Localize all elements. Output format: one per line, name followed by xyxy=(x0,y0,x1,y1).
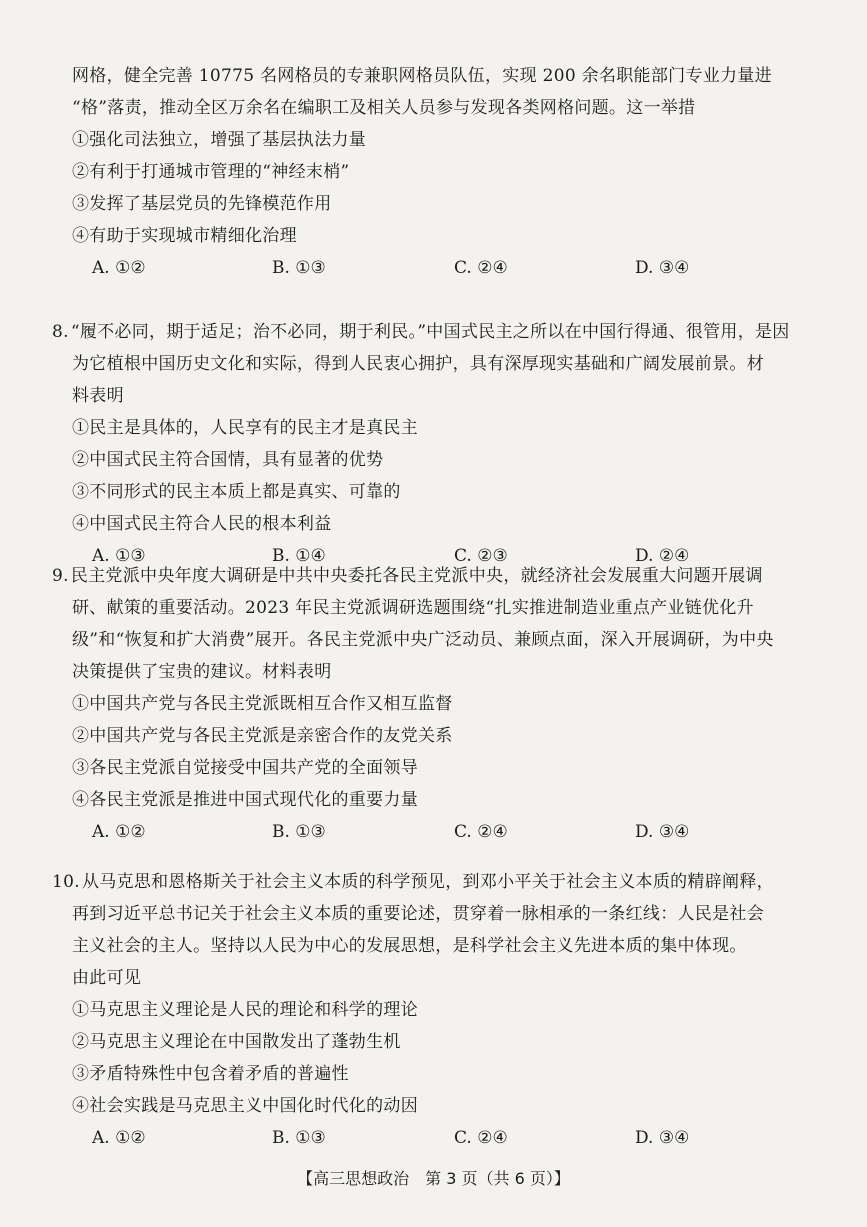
statement: ④中国式民主符合人民的根本利益 xyxy=(72,514,332,534)
option-d: D. ②④ xyxy=(635,546,690,566)
option-c: C. ②④ xyxy=(454,258,508,278)
option-c: C. ②④ xyxy=(454,822,508,842)
statement: ①中国共产党与各民主党派既相互合作又相互监督 xyxy=(72,694,453,714)
stem-line: “履不必同，期于适足；治不必同，期于利民。”中国式民主之所以在中国行得通、很管用，是因 xyxy=(70,322,790,342)
stem-line: 网格，健全完善 10775 名网格员的专兼职网格员队伍，实现 200 余名职能部门专业力量进 xyxy=(72,66,772,86)
option-a: A. ①② xyxy=(92,822,146,842)
question-stem xyxy=(52,316,812,348)
answer-options xyxy=(52,816,812,848)
stem-line: 料表明 xyxy=(72,386,124,406)
option-d: D. ③④ xyxy=(635,822,690,842)
stem-line: 决策提供了宝贵的建议。材料表明 xyxy=(72,662,332,682)
answer-options xyxy=(72,252,807,284)
question-stem xyxy=(52,866,812,898)
question-number: 10. xyxy=(52,872,80,892)
option-a: A. ①② xyxy=(92,1128,146,1148)
statement: ①马克思主义理论是人民的理论和科学的理论 xyxy=(72,1000,418,1020)
question-10 xyxy=(52,866,812,1154)
option-d: D. ③④ xyxy=(635,258,690,278)
option-b: B. ①③ xyxy=(272,822,326,842)
stem-line: 级”和“恢复和扩大消费”展开。各民主党派中央广泛动员、兼顾点面，深入开展调研，为中央 xyxy=(72,630,774,650)
question-number: 9. xyxy=(52,566,69,586)
question-7-continuation xyxy=(72,60,807,284)
option-d: D. ③④ xyxy=(635,1128,690,1148)
option-b: B. ①③ xyxy=(272,1128,326,1148)
question-8 xyxy=(52,316,812,572)
question-9 xyxy=(52,560,812,848)
stem-line: 为它植根中国历史文化和实际，得到人民衷心拥护，具有深厚现实基础和广阔发展前景。材 xyxy=(72,354,764,374)
option-a: A. ①② xyxy=(92,258,146,278)
stem-line: 主义社会的主人。坚持以人民为中心的发展思想，是科学社会主义先进本质的集中体现。 xyxy=(72,936,747,956)
statement: ②中国共产党与各民主党派是亲密合作的友党关系 xyxy=(72,726,453,746)
statement: ④各民主党派是推进中国式现代化的重要力量 xyxy=(72,790,418,810)
statement: ③各民主党派自觉接受中国共产党的全面领导 xyxy=(72,758,418,778)
statement: ①民主是具体的，人民享有的民主才是真民主 xyxy=(72,418,418,438)
statement: ②有利于打通城市管理的“神经末梢” xyxy=(72,162,350,182)
option-b: B. ①③ xyxy=(272,258,326,278)
option-c: C. ②③ xyxy=(454,546,508,566)
statement: ③不同形式的民主本质上都是真实、可靠的 xyxy=(72,482,401,502)
statement: ③矛盾特殊性中包含着矛盾的普遍性 xyxy=(72,1064,349,1084)
stem-line: 从马克思和恩格斯关于社会主义本质的科学预见，到邓小平关于社会主义本质的精辟阐释， xyxy=(81,872,774,892)
statement: ②马克思主义理论在中国散发出了蓬勃生机 xyxy=(72,1032,401,1052)
stem-line: 研、献策的重要活动。2023 年民主党派调研选题围绕“扎实推进制造业重点产业链优化升 xyxy=(72,598,754,618)
statement: ②中国式民主符合国情，具有显著的优势 xyxy=(72,450,384,470)
question-stem xyxy=(52,560,812,592)
answer-options xyxy=(52,1122,812,1154)
stem-line: “格”落责，推动全区万余名在编职工及相关人员参与发现各类网格问题。这一举措 xyxy=(72,98,696,118)
statement: ④社会实践是马克思主义中国化时代化的动因 xyxy=(72,1096,418,1116)
stem-line: 民主党派中央年度大调研是中共中央委托各民主党派中央，就经济社会发展重大问题开展调 xyxy=(70,566,763,586)
statement: ④有助于实现城市精细化治理 xyxy=(72,226,297,246)
question-number: 8. xyxy=(52,322,69,342)
option-b: B. ①④ xyxy=(272,546,326,566)
page-footer: 【高三思想政治 第 3 页（共 6 页）】 xyxy=(297,1169,570,1188)
statement: ①强化司法独立，增强了基层执法力量 xyxy=(72,130,367,150)
stem-line: 再到习近平总书记关于社会主义本质的重要论述，贯穿着一脉相承的一条红线：人民是社会 xyxy=(72,904,764,924)
option-a: A. ①③ xyxy=(92,546,146,566)
statement: ③发挥了基层党员的先锋模范作用 xyxy=(72,194,332,214)
stem-line: 由此可见 xyxy=(72,968,142,988)
option-c: C. ②④ xyxy=(454,1128,508,1148)
